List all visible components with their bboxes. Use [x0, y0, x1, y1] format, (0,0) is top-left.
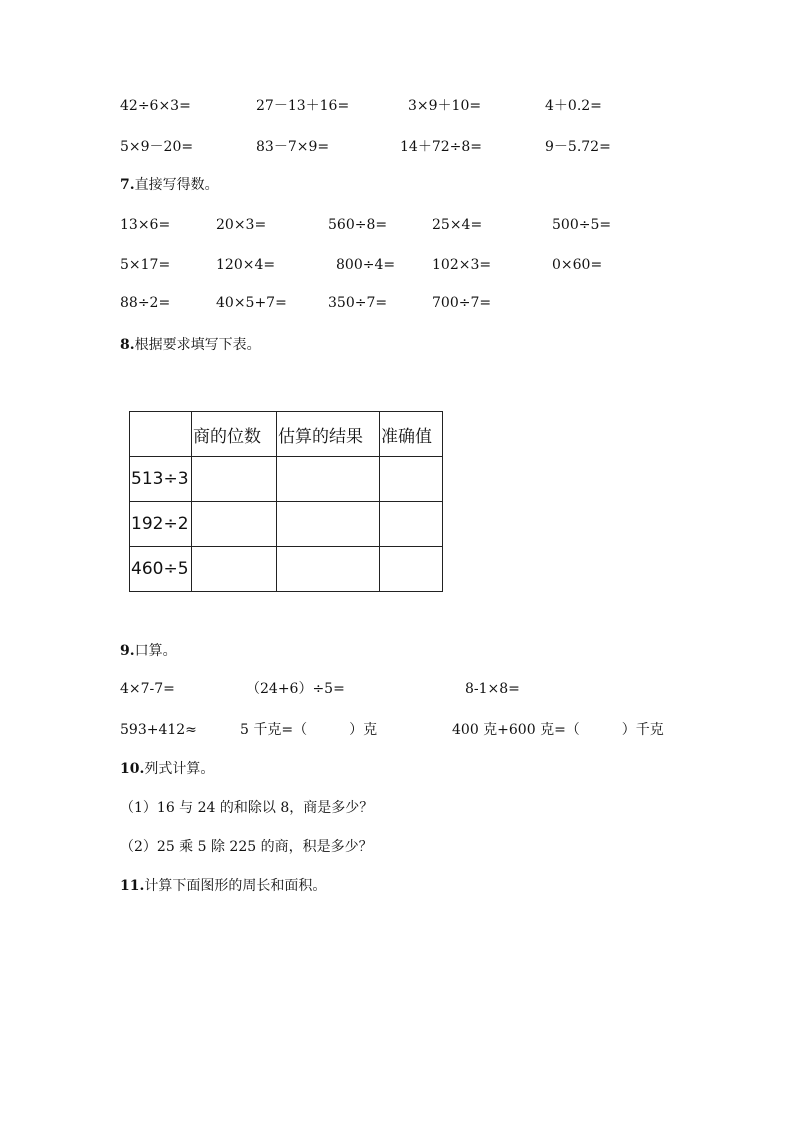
table-row — [130, 547, 443, 592]
expression: 40×5+7= — [216, 295, 287, 311]
answer-cell[interactable] — [380, 457, 443, 502]
expression: 800÷4= — [336, 257, 396, 273]
expression: 27－13＋16= — [256, 98, 350, 114]
question-title: 计算下面图形的周长和面积。 — [144, 878, 327, 894]
answer-cell[interactable] — [380, 502, 443, 547]
row-label: 192÷2 — [130, 502, 192, 547]
table-row — [130, 457, 443, 502]
expression: 350÷7= — [328, 295, 388, 311]
division-table — [129, 411, 443, 592]
expression: 0×60= — [552, 257, 603, 273]
question-number: 8. — [120, 337, 135, 353]
expression: 120×4= — [216, 257, 276, 273]
table-header-cell: 商的位数 — [192, 412, 277, 457]
question-title: 列式计算。 — [144, 761, 215, 777]
question-title: 根据要求填写下表。 — [134, 337, 261, 353]
answer-cell[interactable] — [192, 457, 277, 502]
expression: 5×9－20= — [120, 139, 194, 155]
answer-cell[interactable] — [380, 547, 443, 592]
question-number: 9. — [120, 643, 135, 659]
expression: 700÷7= — [432, 295, 492, 311]
expression: 42÷6×3= — [120, 98, 191, 114]
expression: 102×3= — [432, 257, 492, 273]
expression: 4＋0.2= — [545, 98, 602, 114]
table-header-cell — [130, 412, 192, 457]
expression: （24+6）÷5= — [246, 681, 345, 697]
row-label: 513÷3 — [130, 457, 192, 502]
question-8-heading — [120, 336, 261, 354]
question-10-heading — [120, 760, 214, 778]
question-number: 7. — [120, 177, 135, 193]
question-title: 直接写得数。 — [134, 177, 219, 193]
expression: 9－5.72= — [545, 139, 611, 155]
sub-question: （1）16 与 24 的和除以 8，商是多少？ — [120, 800, 374, 816]
expression: 500÷5= — [552, 217, 612, 233]
sub-question: （2）25 乘 5 除 225 的商，积是多少？ — [120, 839, 373, 855]
table-header-cell: 估算的结果 — [277, 412, 380, 457]
table-row — [130, 502, 443, 547]
answer-cell[interactable] — [192, 502, 277, 547]
expression: 400 克+600 克=（ ）千克 — [452, 722, 664, 738]
answer-cell[interactable] — [192, 547, 277, 592]
answer-cell[interactable] — [277, 547, 380, 592]
expression: 88÷2= — [120, 295, 171, 311]
expression: 14＋72÷8= — [400, 139, 482, 155]
expression: 83－7×9= — [256, 139, 330, 155]
answer-cell[interactable] — [277, 457, 380, 502]
table-header-cell: 准确值 — [380, 412, 443, 457]
question-title: 口算。 — [134, 643, 177, 659]
question-7-heading — [120, 176, 219, 194]
expression: 8-1×8= — [465, 681, 520, 697]
expression: 20×3= — [216, 217, 267, 233]
answer-cell[interactable] — [277, 502, 380, 547]
expression: 13×6= — [120, 217, 171, 233]
question-11-heading — [120, 877, 326, 895]
table-header-row — [130, 412, 443, 457]
expression: 4×7-7= — [120, 681, 175, 697]
expression: 25×4= — [432, 217, 483, 233]
row-label: 460÷5 — [130, 547, 192, 592]
question-number: 10. — [120, 761, 145, 777]
expression: 560÷8= — [328, 217, 388, 233]
expression: 5×17= — [120, 257, 171, 273]
question-9-heading — [120, 642, 177, 660]
expression: 593+412≈ — [120, 722, 197, 738]
expression: 5 千克=（ ）克 — [240, 722, 378, 738]
question-number: 11. — [120, 878, 145, 894]
expression: 3×9＋10= — [408, 98, 482, 114]
